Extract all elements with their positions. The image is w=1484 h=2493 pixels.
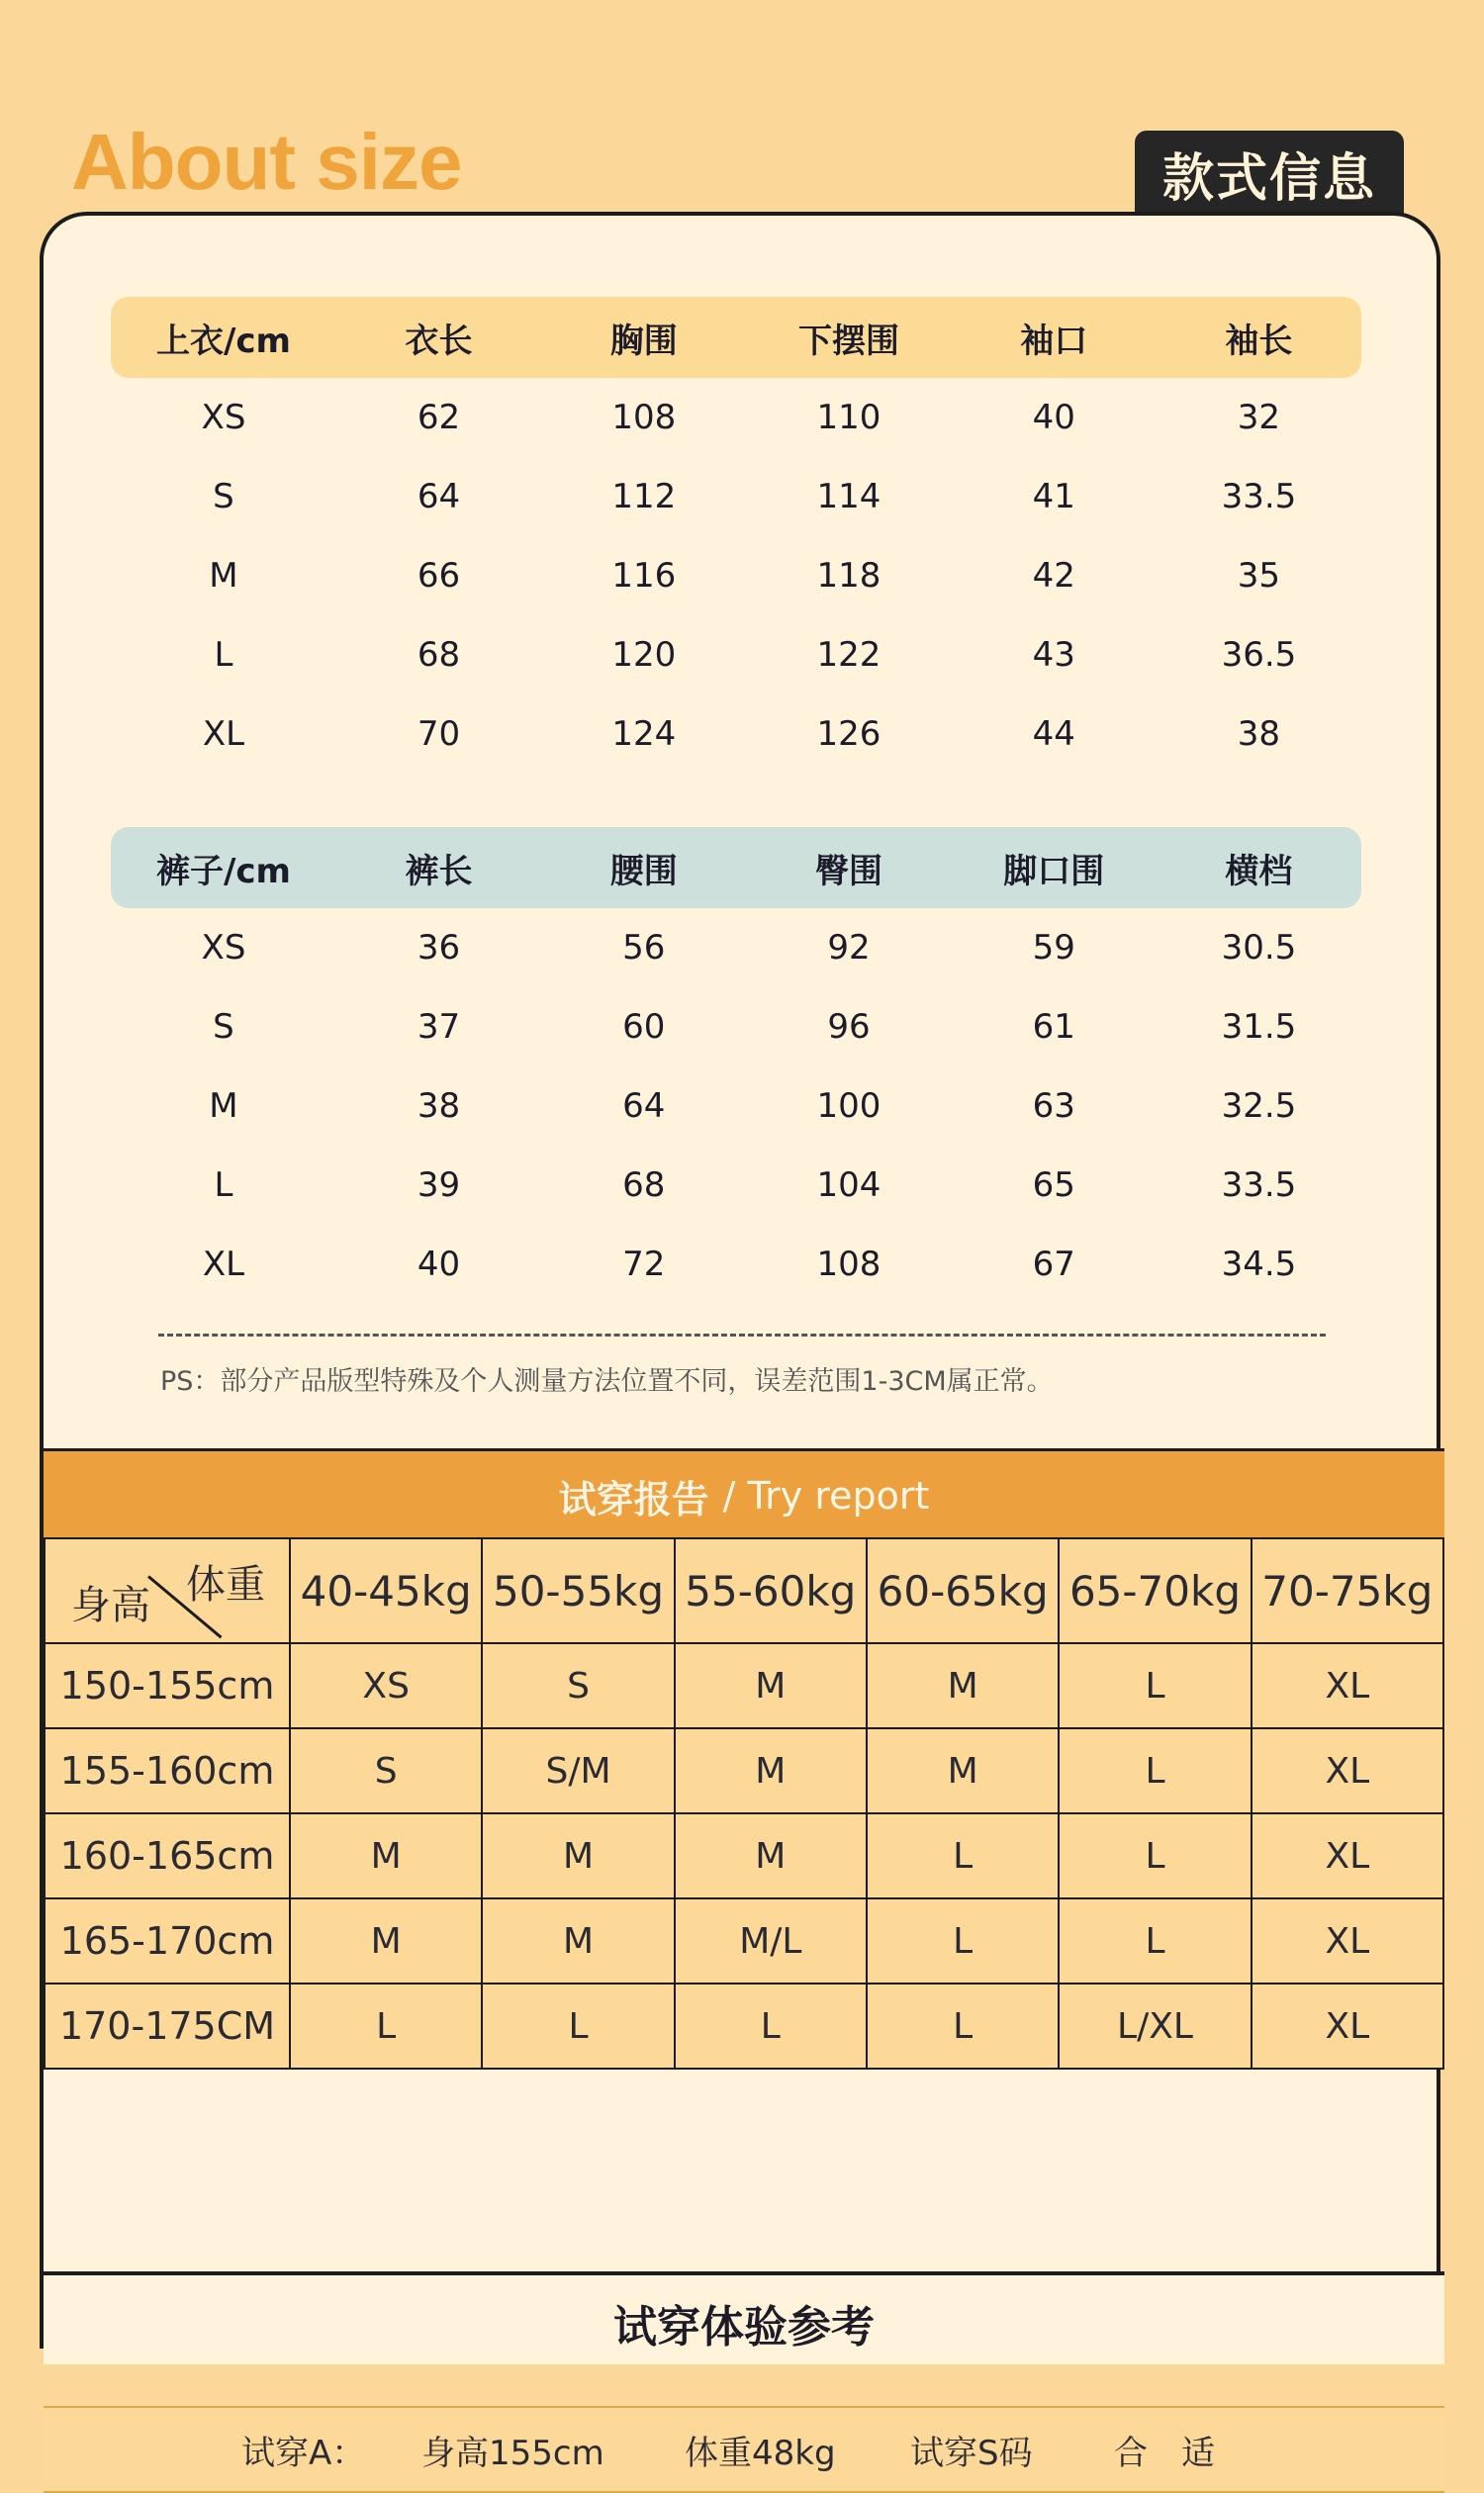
measurement-cell: 33.5 bbox=[1221, 1165, 1297, 1205]
size-cell: L bbox=[1059, 1813, 1251, 1898]
experience-label: 试穿A： bbox=[241, 2433, 366, 2473]
measurement-cell: 116 bbox=[611, 556, 677, 596]
try-report-banner bbox=[44, 1448, 1444, 1540]
size-cell: M bbox=[867, 1643, 1059, 1728]
measurement-cell: 36.5 bbox=[1221, 635, 1297, 675]
measurement-cell: 42 bbox=[1032, 556, 1075, 596]
table-row bbox=[111, 615, 1361, 694]
size-label: L bbox=[214, 635, 233, 675]
size-cell: L bbox=[1059, 1643, 1251, 1728]
size-cell: M bbox=[290, 1898, 482, 1984]
measurement-cell: 43 bbox=[1032, 635, 1075, 675]
weight-header: 40-45kg bbox=[290, 1538, 482, 1643]
size-cell: M bbox=[290, 1813, 482, 1898]
measurement-cell: 104 bbox=[816, 1165, 881, 1205]
size-cell: S/M bbox=[482, 1728, 674, 1813]
size-cell: M bbox=[675, 1813, 867, 1898]
measurement-cell: 67 bbox=[1032, 1245, 1075, 1284]
weight-axis-label: 体重 bbox=[186, 1562, 265, 1608]
measurement-cell: 118 bbox=[816, 556, 881, 596]
try-report-title-en: / Try report bbox=[722, 1474, 930, 1518]
size-cell: L bbox=[1059, 1898, 1251, 1984]
measurement-cell: 40 bbox=[417, 1245, 461, 1284]
size-cell: S bbox=[290, 1728, 482, 1813]
measurement-cell: 63 bbox=[1032, 1086, 1075, 1126]
size-cell: L bbox=[482, 1984, 674, 2069]
column-header: 裤子/cm bbox=[155, 851, 291, 891]
measurement-cell: 96 bbox=[827, 1007, 871, 1047]
experience-row bbox=[44, 2406, 1444, 2493]
measurement-cell: 32 bbox=[1237, 398, 1281, 437]
measurement-cell: 100 bbox=[816, 1086, 881, 1126]
size-cell: L bbox=[867, 1898, 1059, 1984]
size-label: XL bbox=[202, 1245, 245, 1284]
measurement-cell: 114 bbox=[816, 477, 881, 516]
experience-title: 试穿体验参考 bbox=[613, 2302, 875, 2353]
size-cell: XL bbox=[1252, 1643, 1443, 1728]
top-size-table bbox=[111, 297, 1361, 774]
table-row bbox=[45, 1813, 1443, 1898]
measurement-cell: 44 bbox=[1032, 714, 1075, 754]
corner-cell bbox=[45, 1538, 290, 1643]
size-label: S bbox=[213, 1007, 234, 1047]
size-cell: M bbox=[482, 1898, 674, 1984]
measurement-cell: 70 bbox=[417, 714, 461, 754]
column-header: 裤长 bbox=[405, 851, 473, 891]
height-label: 165-170cm bbox=[45, 1898, 290, 1984]
measurement-cell: 108 bbox=[816, 1245, 881, 1284]
table-header bbox=[111, 827, 1361, 908]
size-cell: XL bbox=[1252, 1898, 1443, 1984]
column-header: 袖口 bbox=[1020, 321, 1088, 361]
style-info-badge: 款式信息 bbox=[1135, 131, 1404, 216]
measurement-cell: 110 bbox=[816, 398, 881, 437]
measurement-cell: 30.5 bbox=[1221, 928, 1297, 968]
size-cell: M bbox=[867, 1728, 1059, 1813]
measurement-cell: 92 bbox=[827, 928, 871, 968]
measurement-cell: 122 bbox=[816, 635, 881, 675]
column-header: 下摆围 bbox=[797, 321, 899, 361]
measurement-cell: 38 bbox=[1237, 714, 1281, 754]
measurement-cell: 60 bbox=[622, 1007, 666, 1047]
measurement-cell: 64 bbox=[417, 477, 461, 516]
column-header: 腰围 bbox=[609, 851, 678, 891]
size-cell: XS bbox=[290, 1643, 482, 1728]
measurement-cell: 41 bbox=[1032, 477, 1075, 516]
height-label: 150-155cm bbox=[45, 1643, 290, 1728]
height-label: 155-160cm bbox=[45, 1728, 290, 1813]
column-header: 臀围 bbox=[814, 851, 882, 891]
table-row bbox=[111, 536, 1361, 615]
size-cell: XL bbox=[1252, 1728, 1443, 1813]
table-row bbox=[111, 987, 1361, 1066]
height-label: 160-165cm bbox=[45, 1813, 290, 1898]
table-row bbox=[111, 457, 1361, 536]
measurement-cell: 59 bbox=[1032, 928, 1075, 968]
size-cell: L bbox=[867, 1984, 1059, 2069]
size-cell: M bbox=[675, 1728, 867, 1813]
table-row bbox=[45, 1643, 1443, 1728]
measurement-cell: 36 bbox=[417, 928, 461, 968]
size-cell: M bbox=[482, 1813, 674, 1898]
size-label: S bbox=[213, 477, 234, 516]
column-header: 衣长 bbox=[405, 321, 473, 361]
measurement-cell: 39 bbox=[417, 1165, 461, 1205]
table-row bbox=[111, 908, 1361, 987]
size-label: XL bbox=[202, 714, 245, 754]
measurement-cell: 66 bbox=[417, 556, 461, 596]
weight-header: 50-55kg bbox=[482, 1538, 674, 1643]
measurement-cell: 120 bbox=[611, 635, 677, 675]
measurement-cell: 31.5 bbox=[1221, 1007, 1297, 1047]
measurement-cell: 33.5 bbox=[1221, 477, 1297, 516]
size-cell: L bbox=[675, 1984, 867, 2069]
size-cell: XL bbox=[1252, 1984, 1443, 2069]
measurement-cell: 64 bbox=[622, 1086, 666, 1126]
measurement-cell: 68 bbox=[417, 635, 461, 675]
size-label: L bbox=[214, 1165, 233, 1205]
experience-fit: 合 适 bbox=[1114, 2433, 1215, 2473]
size-cell: L/XL bbox=[1059, 1984, 1251, 2069]
experience-weight: 体重48kg bbox=[685, 2433, 836, 2473]
measurement-cell: 56 bbox=[622, 928, 666, 968]
measurement-cell: 40 bbox=[1032, 398, 1075, 437]
ps-note: PS：部分产品版型特殊及个人测量方法位置不同，误差范围1-3CM属正常。 bbox=[160, 1366, 1054, 1397]
table-row bbox=[111, 378, 1361, 457]
experience-size: 试穿S码 bbox=[910, 2433, 1033, 2473]
measurement-cell: 38 bbox=[417, 1086, 461, 1126]
size-cell: L bbox=[1059, 1728, 1251, 1813]
measurement-cell: 61 bbox=[1032, 1007, 1075, 1047]
table-row bbox=[111, 1146, 1361, 1225]
weight-header: 70-75kg bbox=[1252, 1538, 1443, 1643]
measurement-cell: 35 bbox=[1237, 556, 1281, 596]
measurement-cell: 62 bbox=[417, 398, 461, 437]
about-size-title: About size bbox=[71, 118, 462, 206]
column-header: 脚口围 bbox=[1003, 851, 1105, 891]
size-cell: M bbox=[675, 1643, 867, 1728]
size-cell: XL bbox=[1252, 1813, 1443, 1898]
size-cell: M/L bbox=[675, 1898, 867, 1984]
table-row bbox=[111, 1225, 1361, 1304]
height-label: 170-175CM bbox=[45, 1984, 290, 2069]
table-header bbox=[111, 297, 1361, 378]
dashed-divider bbox=[158, 1334, 1326, 1337]
measurement-cell: 72 bbox=[622, 1245, 666, 1284]
weight-header: 55-60kg bbox=[675, 1538, 867, 1643]
size-label: XS bbox=[201, 398, 246, 437]
try-report-table bbox=[44, 1537, 1444, 2070]
size-card bbox=[40, 212, 1440, 2473]
measurement-cell: 34.5 bbox=[1221, 1245, 1297, 1284]
column-header: 上衣/cm bbox=[155, 321, 291, 361]
size-cell: L bbox=[290, 1984, 482, 2069]
table-row bbox=[45, 1984, 1443, 2069]
measurement-cell: 108 bbox=[611, 398, 677, 437]
measurement-cell: 65 bbox=[1032, 1165, 1075, 1205]
size-label: M bbox=[209, 556, 238, 596]
measurement-cell: 32.5 bbox=[1221, 1086, 1297, 1126]
measurement-cell: 112 bbox=[611, 477, 677, 516]
size-cell: L bbox=[867, 1813, 1059, 1898]
experience-height: 身高155cm bbox=[421, 2433, 604, 2473]
size-label: XS bbox=[201, 928, 246, 968]
try-report-title-cn: 试穿报告 bbox=[558, 1477, 709, 1522]
table-row bbox=[45, 1728, 1443, 1813]
table-row bbox=[45, 1898, 1443, 1984]
height-axis-label: 身高 bbox=[71, 1583, 150, 1628]
column-header: 胸围 bbox=[609, 321, 678, 361]
column-header: 袖长 bbox=[1225, 321, 1293, 361]
weight-header: 65-70kg bbox=[1059, 1538, 1251, 1643]
measurement-cell: 37 bbox=[417, 1007, 461, 1047]
pants-size-table bbox=[111, 827, 1361, 1304]
measurement-cell: 126 bbox=[816, 714, 881, 754]
column-header: 横档 bbox=[1225, 851, 1293, 891]
size-cell: S bbox=[482, 1643, 674, 1728]
table-row bbox=[111, 1066, 1361, 1146]
weight-header: 60-65kg bbox=[867, 1538, 1059, 1643]
table-row bbox=[111, 694, 1361, 774]
measurement-cell: 124 bbox=[611, 714, 677, 754]
size-label: M bbox=[209, 1086, 238, 1126]
measurement-cell: 68 bbox=[622, 1165, 666, 1205]
